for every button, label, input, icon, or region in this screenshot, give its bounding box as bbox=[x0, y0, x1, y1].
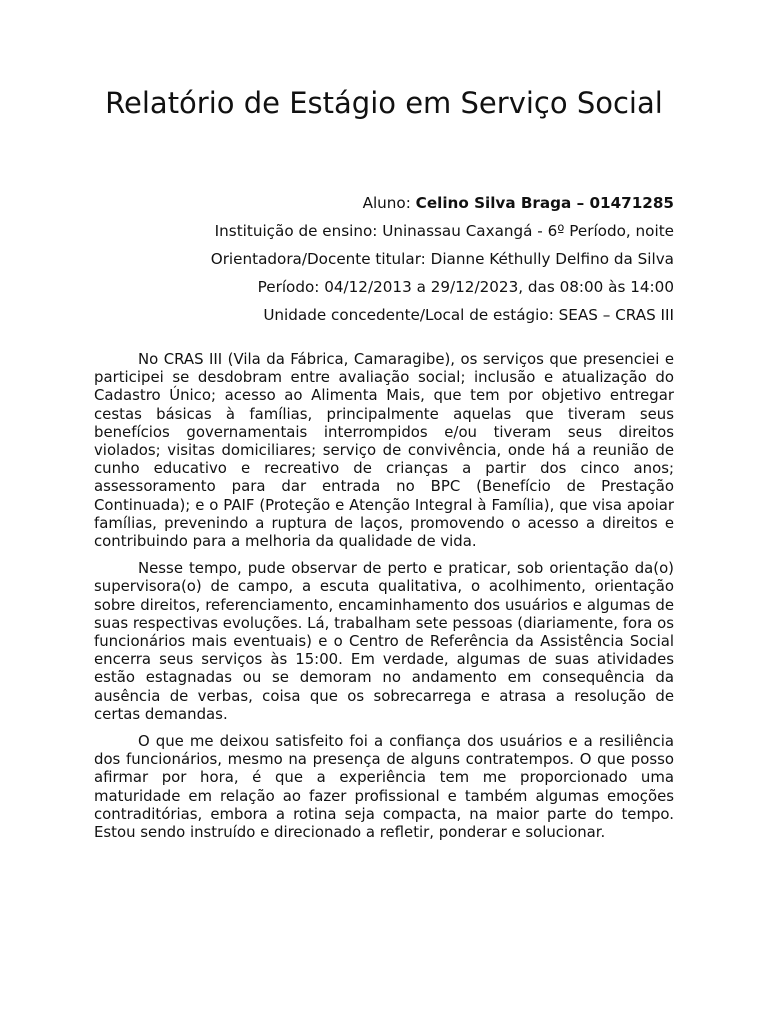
aluno-label: Aluno: bbox=[362, 194, 416, 212]
document-body bbox=[94, 350, 674, 850]
unidade-line: Unidade concedente/Local de estágio: SEAS – CRAS III bbox=[263, 306, 674, 324]
aluno-value: Celino Silva Braga – 01471285 bbox=[415, 194, 674, 212]
orientadora-line: Orientadora/Docente titular: Dianne Kéthully Delfino da Silva bbox=[210, 250, 674, 268]
body-paragraph: O que me deixou satisfeito foi a confiança dos usuários e a resiliência dos funcionários, mesmo na presença de alguns contratempos. O que posso afirmar por hora, é que a experiência tem me proporcionado uma maturidade em relação ao fazer profissional e também algumas emoções contraditórias, embora a rotina seja compacta, na maior parte do tempo. Estou sendo instruído e direcionado a refletir, ponderar e solucionar. bbox=[94, 732, 674, 842]
aluno-line bbox=[94, 192, 674, 220]
document-header-info bbox=[94, 192, 674, 332]
instituicao-line: Instituição de ensino: Uninassau Caxangá - 6º Período, noite bbox=[214, 222, 674, 240]
body-paragraph: No CRAS III (Vila da Fábrica, Camaragibe), os serviços que presenciei e participei se desdobram entre avaliação social; inclusão e atualização do Cadastro Único; acesso ao Alimenta Mais, que tem por objetivo entregar cestas básicas à famílias, principalmente aquelas que tiveram seus benefícios governamentais interrompidos e/ou tiveram seus direitos violados; visitas domiciliares; serviço de convivência, onde há a reunião de cunho educativo e recreativo de crianças a partir dos cinco anos; assessoramento para dar entrada no BPC (Benefício de Prestação Continuada); e o PAIF (Proteção e Atenção Integral à Família), que visa apoiar famílias, prevenindo a ruptura de laços, promovendo o acesso a direitos e contribuindo para a melhoria da qualidade de vida. bbox=[94, 350, 674, 551]
document-title: Relatório de Estágio em Serviço Social bbox=[105, 86, 663, 120]
body-paragraph: Nesse tempo, pude observar de perto e praticar, sob orientação da(o) supervisora(o) de campo, a escuta qualitativa, o acolhimento, orientação sobre direitos, referenciamento, encaminhamento dos usuários e algumas de suas respectivas evoluções. Lá, trabalham sete pessoas (diariamente, fora os funcionários mais eventuais) e o Centro de Referência da Assistência Social encerra seus serviços às 15:00. Em verdade, algumas de suas atividades estão estagnadas ou se demoram no andamento em consequência da ausência de verbas, coisa que os sobrecarrega e atrasa a resolução de certas demandas. bbox=[94, 559, 674, 723]
periodo-line: Período: 04/12/2013 a 29/12/2023, das 08:00 às 14:00 bbox=[257, 278, 674, 296]
